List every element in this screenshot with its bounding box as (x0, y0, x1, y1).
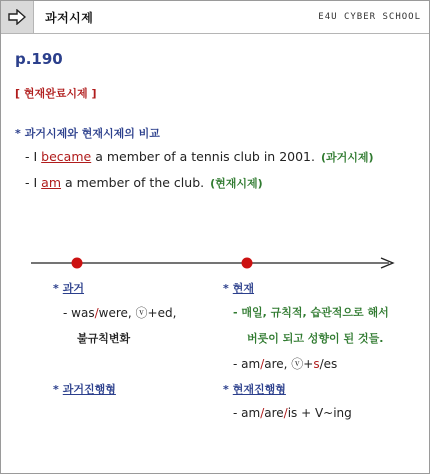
subject: I (33, 175, 38, 190)
asterisk-icon: * (53, 282, 59, 295)
dash: - (63, 306, 68, 320)
past-progressive-label (53, 381, 116, 397)
page-number: p.190 (15, 50, 63, 68)
past-irregular-note: 불규칙변화 (77, 332, 131, 345)
past-progressive-text: 과거진행형 (62, 383, 116, 396)
asterisk-icon: * (223, 383, 229, 396)
form-s: s (313, 357, 320, 371)
asterisk-icon: * (53, 383, 59, 396)
sentence-rest: a member of a tennis club in 2001. (95, 149, 315, 164)
prog-am: - am (233, 406, 261, 420)
compare-heading-text: 과거시제와 현재시제의 비교 (24, 127, 160, 140)
slash: / (260, 406, 265, 420)
past-form-was: was (71, 306, 95, 320)
present-desc-1: - 매일, 규칙적, 습관적으로 해서 (233, 306, 389, 319)
verb-past: became (41, 149, 92, 164)
lesson-title: 과저시제 (45, 11, 94, 25)
verb-present: am (41, 175, 62, 190)
slash: / (319, 357, 324, 371)
present-label-text: 현재 (232, 282, 255, 295)
compare-heading (15, 125, 160, 141)
present-forms (233, 355, 337, 372)
timeline (1, 249, 430, 279)
gloss-present: (현재시제) (210, 177, 263, 190)
subject: I (33, 149, 38, 164)
present-label (223, 280, 254, 296)
section-tag: [ 현재완료시제 ] (15, 87, 97, 100)
past-form-were: were, ⓥ+ed, (98, 306, 177, 320)
past-label (53, 280, 84, 296)
slash: / (94, 306, 99, 320)
asterisk-icon: * (223, 282, 229, 295)
prog-are: are (264, 406, 284, 420)
example-sentence-present (25, 175, 263, 191)
form-are: are, ⓥ+ (264, 357, 314, 371)
school-name: E4U CYBER SCHOOL (318, 12, 421, 22)
dash: - (25, 175, 30, 190)
dash: - (25, 149, 30, 164)
prog-is-ing: is + V~ing (287, 406, 352, 420)
header-bar (1, 1, 429, 34)
past-rule (63, 304, 176, 321)
example-sentence-past (25, 149, 374, 165)
past-marker (72, 258, 83, 269)
gloss-past: (과거시제) (320, 151, 374, 164)
present-progressive-rule (233, 406, 352, 420)
form-am: - am (233, 357, 261, 371)
present-desc-2: 버릇이 되고 성향이 된 것들. (247, 332, 384, 345)
present-marker (242, 258, 253, 269)
past-label-text: 과거 (62, 282, 85, 295)
slash: / (260, 357, 265, 371)
arrow-right-icon (1, 1, 34, 33)
present-progressive-text: 현재진행형 (232, 383, 286, 396)
sentence-rest: a member of the club. (65, 175, 205, 190)
form-es: es (323, 357, 338, 371)
present-progressive-label (223, 381, 286, 397)
asterisk-icon: * (15, 127, 21, 140)
slash: / (283, 406, 288, 420)
